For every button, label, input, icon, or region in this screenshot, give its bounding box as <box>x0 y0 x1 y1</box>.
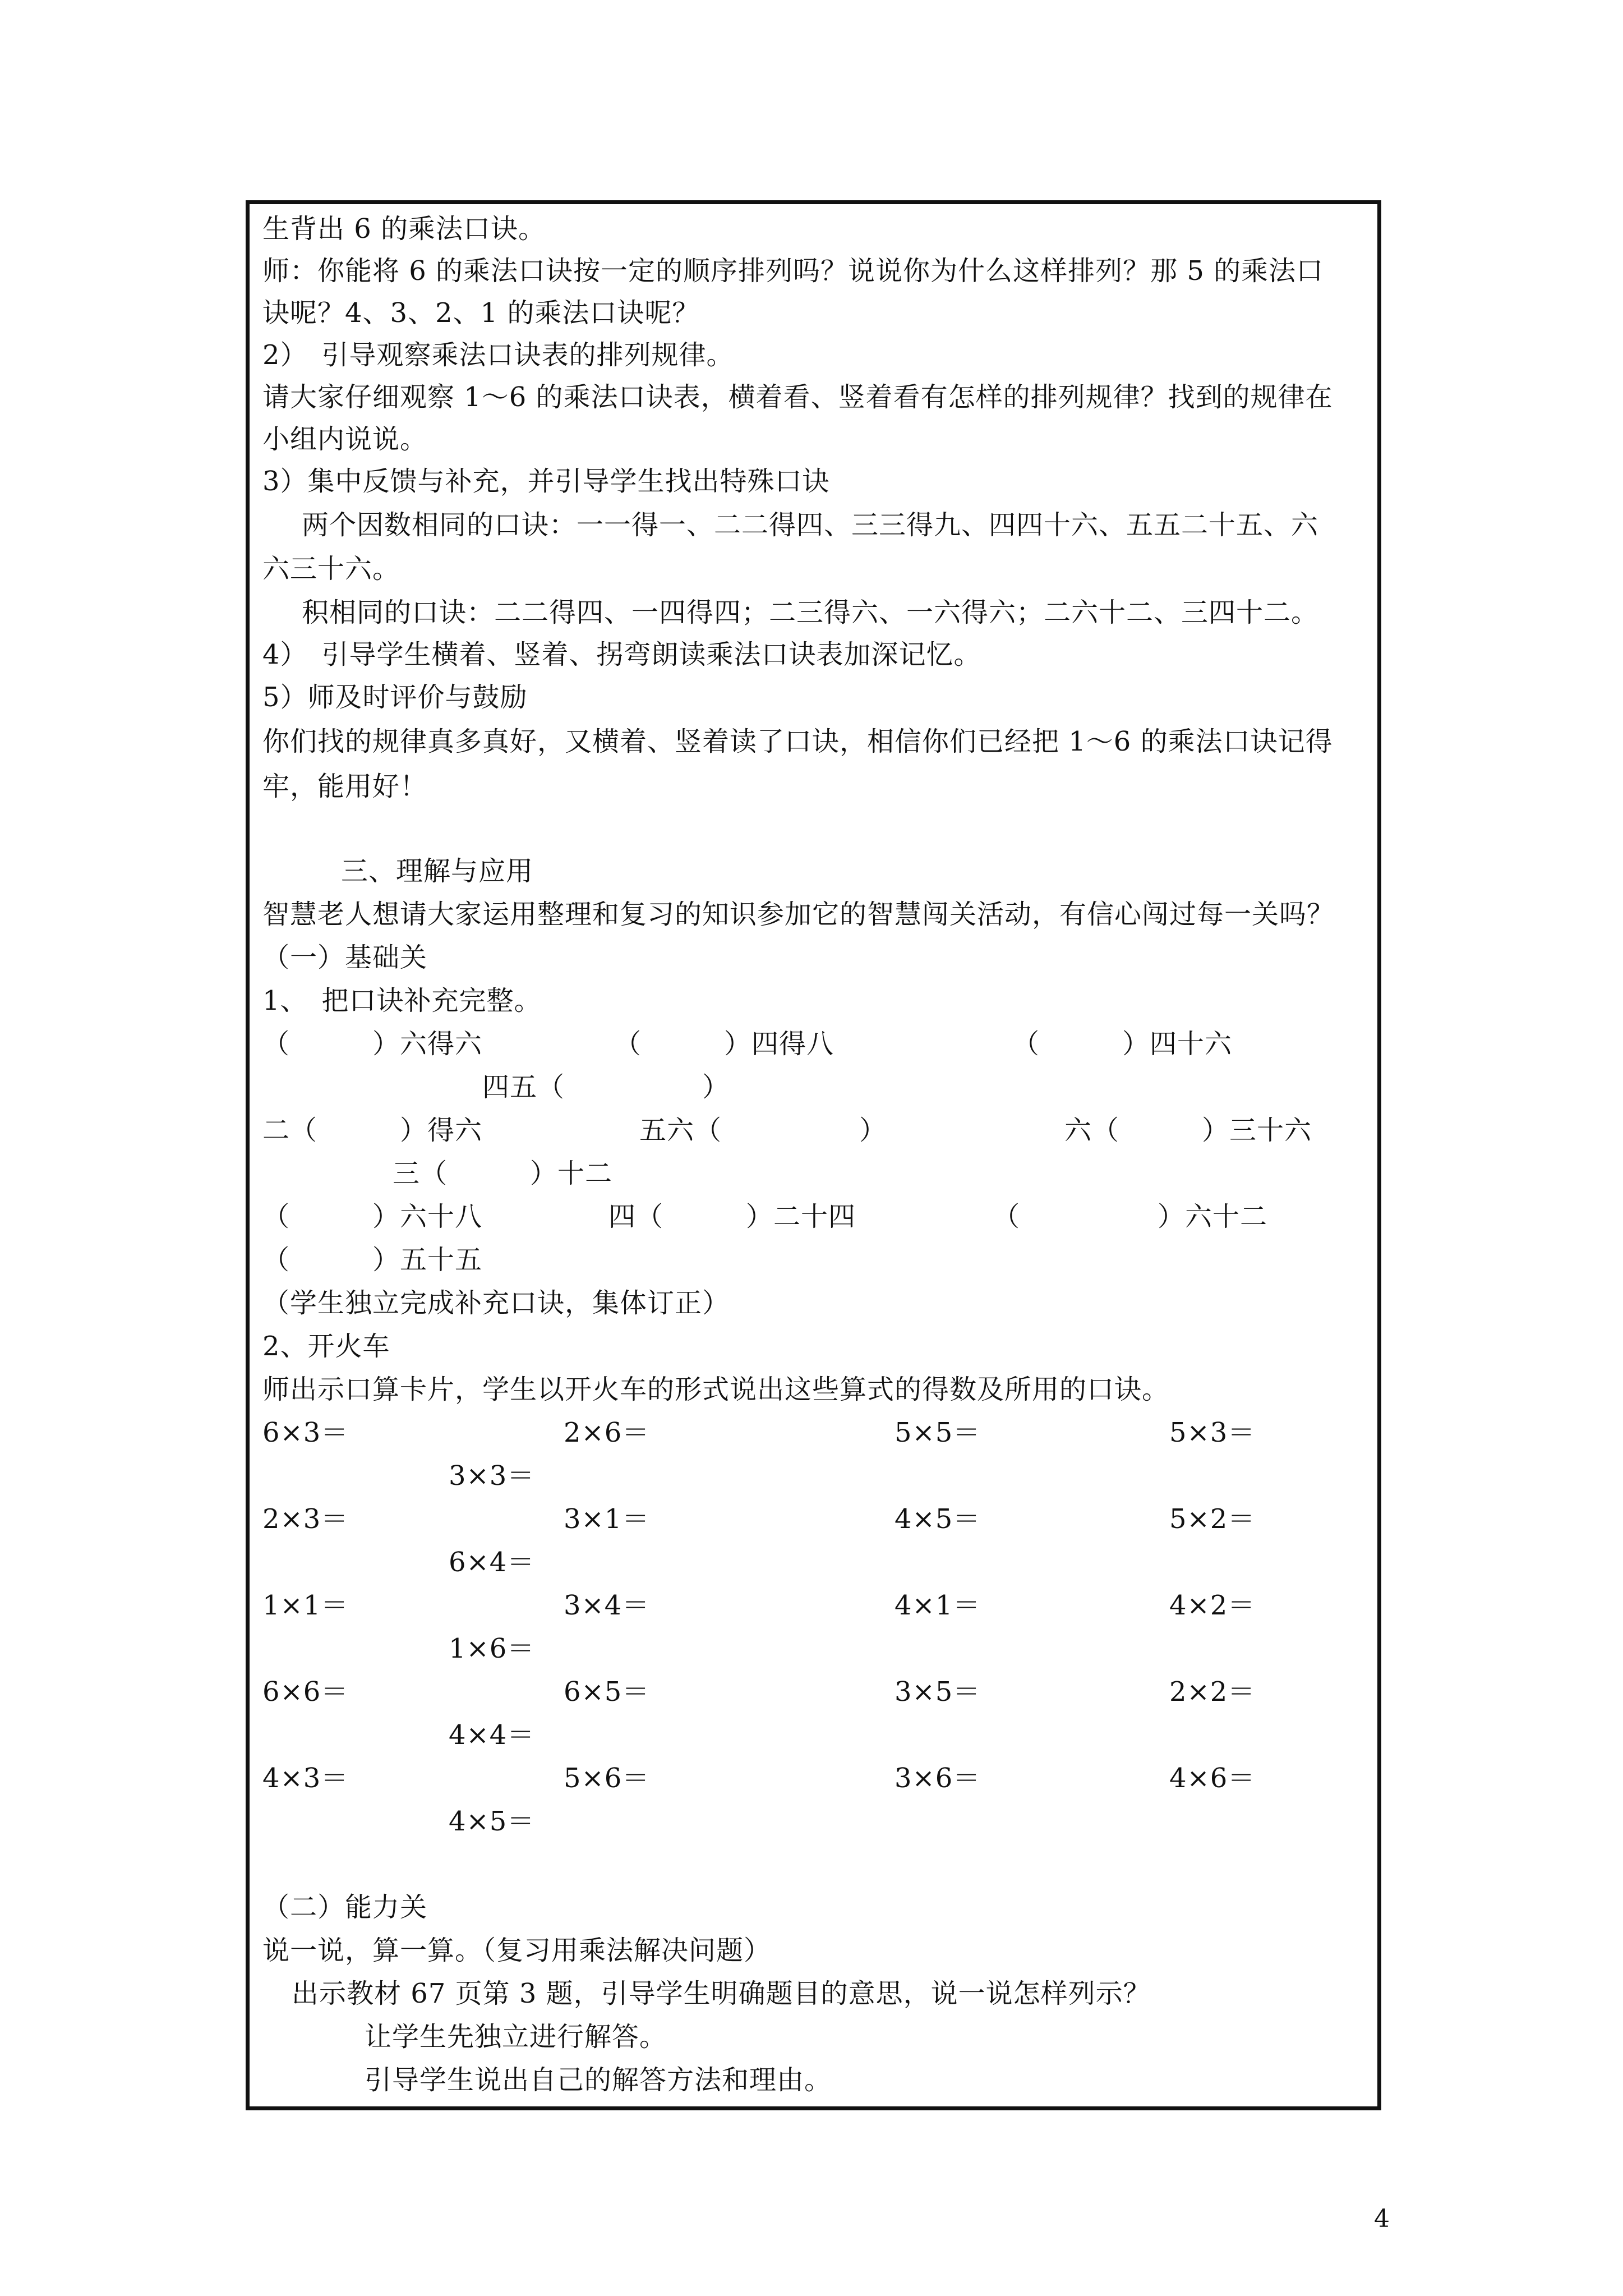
text-line: 3）集中反馈与补充，并引导学生找出特殊口诀 <box>262 466 830 497</box>
calc-card: 5×2＝ <box>1169 1503 1256 1535</box>
calc-card: 6×5＝ <box>564 1676 650 1708</box>
fill-blank-item: 五六（ ） <box>639 1115 887 1146</box>
calc-card: 3×1＝ <box>564 1503 650 1535</box>
text-line: 诀呢？4、3、2、1 的乘法口诀呢？ <box>262 297 700 329</box>
text-line: 生背出 6 的乘法口诀。 <box>262 213 546 245</box>
fill-blank-item: （ ）六得六 <box>262 1028 483 1060</box>
calc-card: 6×4＝ <box>449 1547 535 1578</box>
calc-card: 2×3＝ <box>262 1503 349 1535</box>
calc-card: 4×4＝ <box>449 1719 535 1751</box>
calc-card: 4×3＝ <box>262 1763 349 1794</box>
text-line: 说一说，算一算。（复习用乘法解决问题） <box>262 1935 772 1966</box>
calc-card: 1×6＝ <box>449 1633 535 1664</box>
calc-card: 2×6＝ <box>564 1417 650 1448</box>
text-line: 4） 引导学生横着、竖着、拐弯朗读乘法口诀表加深记忆。 <box>262 639 981 670</box>
calc-card: 3×4＝ <box>564 1590 650 1621</box>
text-line: 积相同的口诀：二二得四、一四得四；二三得六、一六得六；二六十二、三四十二。 <box>302 597 1319 628</box>
text-line: 出示教材 67 页第 3 题，引导学生明确题目的意思，说一说怎样列示？ <box>292 1978 1151 2009</box>
fill-blank-item: （ ）五十五 <box>262 1244 483 1276</box>
calc-card: 3×6＝ <box>895 1763 981 1794</box>
text-line: 小组内说说。 <box>262 424 428 455</box>
fill-blank-item: 三（ ）十二 <box>393 1158 613 1189</box>
fill-blank-item: （ ）六十二 <box>993 1201 1268 1232</box>
page-number: 4 <box>1374 2205 1390 2233</box>
calc-card: 5×6＝ <box>564 1763 650 1794</box>
calc-card: 2×2＝ <box>1169 1676 1256 1708</box>
calc-card: 3×5＝ <box>895 1676 981 1708</box>
text-line: 引导学生说出自己的解答方法和理由。 <box>365 2064 832 2096</box>
fill-blank-item: （ ）四十六 <box>1012 1028 1233 1060</box>
fill-blank-item: 二（ ）得六 <box>262 1115 483 1146</box>
text-line: （学生独立完成补充口诀，集体订正） <box>262 1287 730 1319</box>
exercise-title: 2、开火车 <box>262 1331 390 1362</box>
section-heading: 三、理解与应用 <box>341 855 534 887</box>
text-line: 5）师及时评价与鼓励 <box>262 682 528 713</box>
text-line: 2） 引导观察乘法口诀表的排列规律。 <box>262 339 734 371</box>
fill-blank-item: 六（ ）三十六 <box>1064 1115 1312 1146</box>
fill-blank-item: （ ）六十八 <box>262 1201 483 1232</box>
text-line: 六三十六。 <box>262 553 400 585</box>
subsection-heading: （二）能力关 <box>262 1892 428 1923</box>
text-line: 师：你能将 6 的乘法口诀按一定的顺序排列吗？说说你为什么这样排列？那 5 的乘法口 <box>262 255 1324 287</box>
calc-card: 4×6＝ <box>1169 1763 1256 1794</box>
calc-card: 4×5＝ <box>449 1806 535 1837</box>
calc-card: 5×5＝ <box>895 1417 981 1448</box>
calc-card: 1×1＝ <box>262 1590 349 1621</box>
text-line: 智慧老人想请大家运用整理和复习的知识参加它的智慧闯关活动，有信心闯过每一关吗？ <box>262 899 1335 930</box>
exercise-title: 1、 把口诀补充完整。 <box>262 985 542 1016</box>
subsection-heading: （一）基础关 <box>262 942 428 973</box>
fill-blank-item: 四五（ ） <box>482 1071 730 1103</box>
text-line: 让学生先独立进行解答。 <box>365 2021 667 2053</box>
calc-card: 5×3＝ <box>1169 1417 1256 1448</box>
calc-card: 4×2＝ <box>1169 1590 1256 1621</box>
fill-blank-item: （ ）四得八 <box>614 1028 834 1060</box>
calc-card: 6×3＝ <box>262 1417 349 1448</box>
text-line: 请大家仔细观察 1～6 的乘法口诀表，横着看、竖着看有怎样的排列规律？找到的规律在 <box>262 381 1333 413</box>
calc-card: 4×5＝ <box>895 1503 981 1535</box>
calc-card: 6×6＝ <box>262 1676 349 1708</box>
calc-card: 4×1＝ <box>895 1590 981 1621</box>
text-line: 两个因数相同的口诀：一一得一、二二得四、三三得九、四四十六、五五二十五、六 <box>302 509 1319 541</box>
text-line: 牢，能用好！ <box>262 771 428 802</box>
calc-card: 3×3＝ <box>449 1460 535 1492</box>
text-line: 你们找的规律真多真好，又横着、竖着读了口诀，相信你们已经把 1～6 的乘法口诀记得 <box>262 726 1333 757</box>
text-line: 师出示口算卡片，学生以开火车的形式说出这些算式的得数及所用的口诀。 <box>262 1374 1170 1405</box>
fill-blank-item: 四（ ）二十四 <box>608 1201 856 1232</box>
